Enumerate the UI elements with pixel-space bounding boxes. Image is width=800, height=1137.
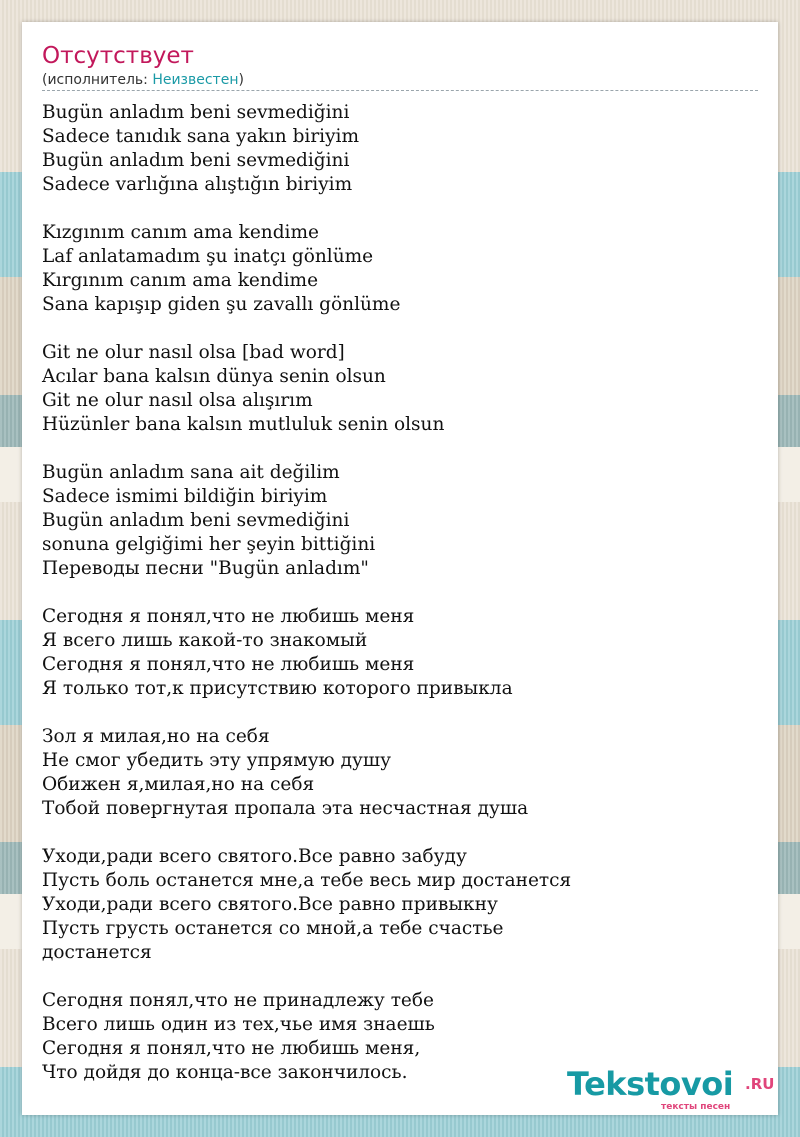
lyric-line: Уходи,ради всего святого.Все равно забуду [42,846,467,867]
lyrics-stanza [42,725,758,821]
stanza-gap [42,437,758,461]
lyric-line: Я всего лишь какой-то знакомый [42,630,368,651]
lyric-line: Bugün anladım beni sevmediğini [42,150,350,171]
lyrics-sheet [22,22,778,1115]
brand-name: Tekstovoi [567,1065,734,1103]
lyrics-stanza [42,605,758,701]
stanza-gap [42,317,758,341]
lyric-line: sonuna gelgiğimi her şeyin bittiğini [42,534,376,555]
stanza-gap [42,965,758,989]
lyric-line: Sadece ismimi bildiğin biriyim [42,486,328,507]
lyric-line: Bugün anladım beni sevmediğini [42,510,350,531]
lyric-line: Уходи,ради всего святого.Все равно привыкну [42,894,498,915]
lyric-line: Git ne olur nasıl olsa alışırım [42,390,313,411]
lyric-line: Sadece varlığına alıştığın biriyim [42,174,353,195]
lyrics-stanza [42,101,758,197]
lyric-line: Пусть грусть останется со мной,а тебе счастье [42,918,504,939]
lyric-line: Сегодня понял,что не принадлежу тебе [42,990,434,1011]
lyric-line: Hüzünler bana kalsın mutluluk senin olsun [42,414,445,435]
lyric-line: Laf anlatamadım şu inatçı gönlüme [42,246,374,267]
lyric-line: Тобой повергнутая пропала эта несчастная душа [42,798,529,819]
lyric-line: Зол я милая,но на себя [42,726,270,747]
stanza-gap [42,701,758,725]
lyric-line: Переводы песни "Bugün anladım" [42,558,369,579]
artist-suffix: ) [238,72,244,88]
lyric-line: Bugün anladım beni sevmediğini [42,102,350,123]
site-logo[interactable] [567,1064,777,1116]
stanza-gap [42,197,758,221]
stanza-gap [42,821,758,845]
lyric-line: Обижен я,милая,но на себя [42,774,315,795]
lyric-line: Всего лишь один из тех,чье имя знаешь [42,1014,435,1035]
title-divider [42,90,758,91]
lyrics-stanza [42,461,758,581]
lyrics-stanza [42,845,758,965]
lyric-line: Bugün anladım sana ait değilim [42,462,340,483]
lyric-line: Сегодня я понял,что не любишь меня, [42,1038,421,1059]
brand-tld: .RU [745,1075,775,1093]
artist-link[interactable]: Неизвестен [152,72,239,88]
stanza-gap [42,581,758,605]
lyrics-stanza [42,341,758,437]
artist-prefix: (исполнитель: [42,72,153,88]
lyric-line: Kırgınım canım ama kendime [42,270,319,291]
brand-tagline: тексты песен [661,1102,731,1112]
lyric-line: Я только тот,к присутствию которого привыкла [42,678,513,699]
lyric-line: Sana kapışıp giden şu zavallı gönlüme [42,294,401,315]
artist-line [42,71,244,89]
lyric-line: Acılar bana kalsın dünya senin olsun [42,366,386,387]
lyrics-stanza [42,221,758,317]
lyric-line: Что дойдя до конца-все закончилось. [42,1062,408,1083]
lyric-line: Не смог убедить эту упрямую душу [42,750,392,771]
song-title: Отсутствует [42,43,194,69]
lyric-line: Сегодня я понял,что не любишь меня [42,606,415,627]
lyrics-body [42,101,758,1085]
lyric-line: Sadece tanıdık sana yakın biriyim [42,126,360,147]
lyric-line: достанется [42,942,152,963]
lyric-line: Git ne olur nasıl olsa [bad word] [42,342,345,363]
lyric-line: Сегодня я понял,что не любишь меня [42,654,415,675]
lyric-line: Пусть боль останется мне,а тебе весь мир достанется [42,870,572,891]
lyric-line: Kızgınım canım ama kendime [42,222,319,243]
